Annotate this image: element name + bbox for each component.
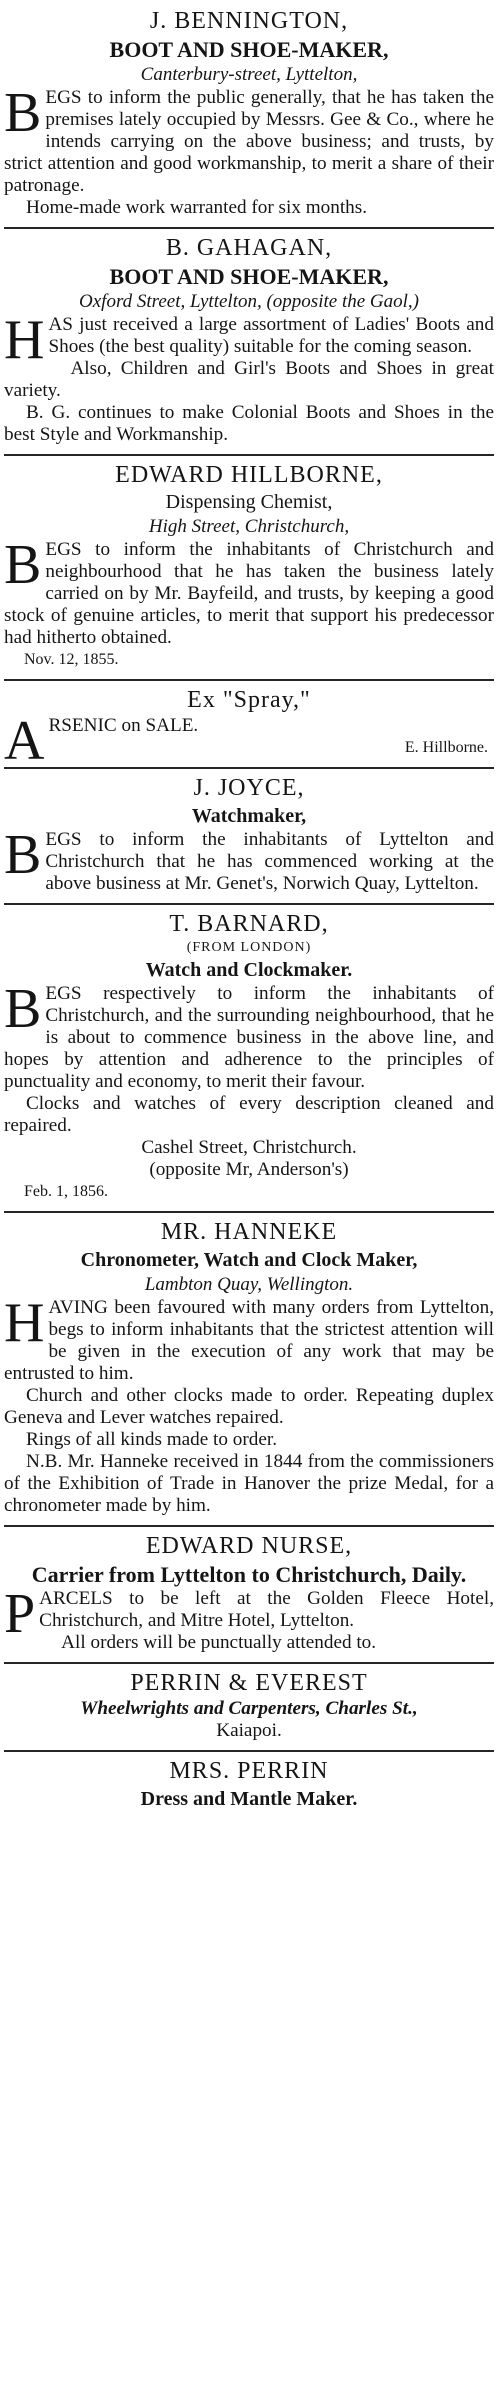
ad-title: Ex "Spray," (187, 687, 311, 713)
ad-gahagan (4, 229, 494, 454)
advertisement-column (4, 0, 494, 1820)
advertiser-name: J. JOYCE, (193, 775, 305, 801)
ad-body: HAS just received a large assortment of Ladies' Boots and Shoes (the best quality) suitable for the coming season. (4, 309, 494, 371)
trade-title: Watch and Clockmaker. (145, 959, 353, 981)
advertiser-name: J. BENNINGTON, (149, 8, 349, 34)
ad-body: BEGS respectively to inform the inhabitants of Christchurch, and the surrounding neighbourhood, that he is about to commence business in the above line, and hopes by attention and adherence to the principles of punctuality and economy, to merit their favour. (4, 978, 494, 1092)
trade-title: BOOT AND SHOE-MAKER, (109, 264, 389, 289)
ad-body: PARCELS to be left at the Golden Fleece Hotel, Christchurch, and Mitre Hotel, Lyttelton. (4, 1583, 494, 1645)
ad-body: BEGS to inform the inhabitants of Lyttelton and Christchurch that he has commenced working at the above business at Mr. Genet's, Norwich Quay, Lyttelton. (4, 824, 494, 894)
trade-title: Carrier from Lyttelton to Christchurch, Daily. (31, 1562, 467, 1587)
ad-perrin-everest (4, 1664, 494, 1750)
ad-barnard (4, 905, 494, 1211)
ad-spray (4, 681, 494, 772)
location: High Street, Christchurch, (148, 516, 350, 537)
location: Lambton Quay, Wellington. (144, 1274, 354, 1295)
advertiser-name: T. BARNARD, (169, 911, 329, 937)
ad-date: Nov. 12, 1855. (24, 651, 119, 668)
location: Canterbury-street, Lyttelton, (140, 64, 358, 85)
ad-paragraph: Clocks and watches of every description cleaned and repaired. (4, 1093, 494, 1136)
ad-date: Feb. 1, 1856. (24, 1183, 108, 1200)
ad-paragraph: Also, Children and Girl's Boots and Shoes in great variety. (4, 358, 494, 401)
trade-title: Watchmaker, (191, 805, 307, 827)
address-line: Cashel Street, Christchurch. (141, 1137, 357, 1158)
trade-title: Wheelwrights and Carpenters, Charles St., (80, 1698, 418, 1719)
location: Oxford Street, Lyttelton, (opposite the Gaol,) (79, 291, 419, 312)
ad-note: Home-made work warranted for six months. (26, 197, 368, 218)
ad-body: ARSENIC on SALE. (4, 710, 199, 772)
trade-title: Dispensing Chemist, (165, 491, 333, 513)
ad-paragraph: Church and other clocks made to order. Repeating duplex Geneva and Lever watches repaired. (4, 1385, 494, 1428)
place: Kaiapoi. (216, 1720, 282, 1741)
ad-paragraph: B. G. continues to make Colonial Boots and Shoes in the best Style and Workmanship. (4, 402, 494, 445)
advertiser-name: B. GAHAGAN, (165, 235, 333, 261)
advertiser-name: MR. HANNEKE (160, 1219, 338, 1245)
ad-body: BEGS to inform the inhabitants of Christchurch and neighbourhood that he has taken the business lately carried on by Mr. Bayfeild, and trusts, by keeping a good stock of genuine articles, to merit that support his predecessor had hitherto obtained. (4, 534, 494, 648)
advertiser-name: EDWARD HILLBORNE, (115, 462, 383, 488)
ad-bennington (4, 2, 494, 227)
ad-joyce (4, 769, 494, 903)
advertiser-name: PERRIN & EVEREST (130, 1670, 368, 1696)
advertiser-name: MRS. PERRIN (169, 1758, 329, 1784)
trade-title: Chronometer, Watch and Clock Maker, (80, 1249, 418, 1271)
signature: E. Hillborne. (404, 739, 488, 756)
ad-hanneke (4, 1213, 494, 1525)
address-line: (opposite Mr, Anderson's) (149, 1159, 349, 1180)
ad-body: HAVING been favoured with many orders from Lyttelton, begs to inform inhabitants that the strictest attention will be given in the execution of any work that may be entrusted to him. (4, 1292, 494, 1384)
ad-body: BEGS to inform the public generally, that he has taken the premises lately occupied by Messrs. Gee & Co., where he intends carrying on the above business; and trusts, by strict attention and good workmanship, to merit a share of their patronage. (4, 82, 494, 196)
ad-mrs-perrin (4, 1752, 494, 1820)
ad-nurse (4, 1527, 494, 1662)
ad-hillborne (4, 456, 494, 679)
trade-title: BOOT AND SHOE-MAKER, (109, 37, 389, 62)
origin-note: (FROM LONDON) (186, 940, 312, 955)
ad-paragraph: All orders will be punctually attended to. (61, 1632, 377, 1653)
trade-title: Dress and Mantle Maker. (140, 1788, 358, 1810)
ad-paragraph: N.B. Mr. Hanneke received in 1844 from the commissioners of the Exhibition of Trade in Hanover the prize Medal, for a chronometer made by him. (4, 1451, 494, 1516)
ad-paragraph: Rings of all kinds made to order. (26, 1429, 278, 1450)
advertiser-name: EDWARD NURSE, (145, 1533, 353, 1559)
